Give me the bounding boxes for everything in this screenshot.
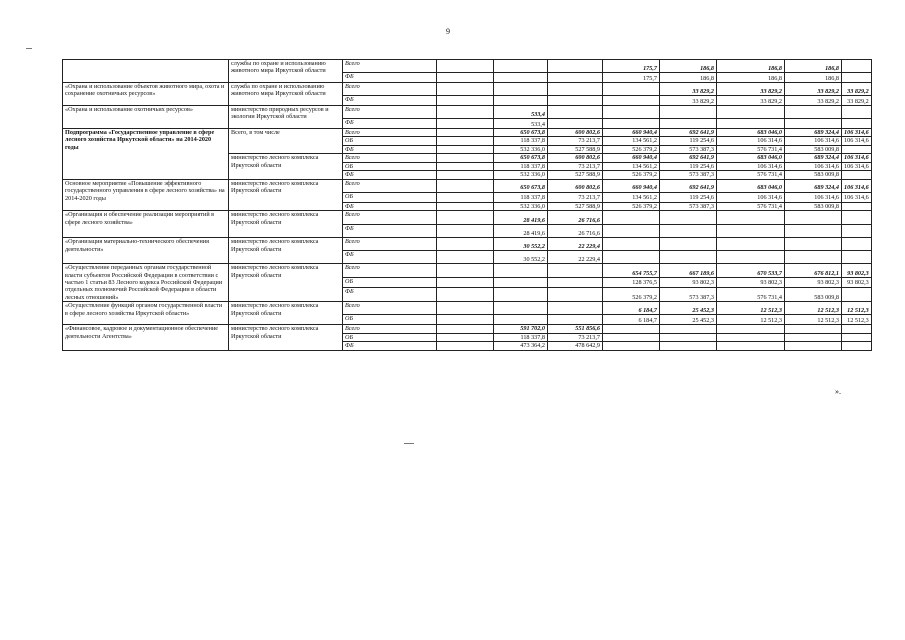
amount-cell: 93 802,3	[660, 278, 717, 287]
table-row	[63, 129, 872, 137]
amount-cell: 478 642,9	[548, 342, 603, 350]
amount-cell	[437, 315, 494, 325]
amount-cell: 12 512,3	[785, 302, 842, 315]
amount-cell: 576 731,4	[717, 287, 785, 301]
amount-cell: 26 716,6	[548, 225, 603, 238]
amount-cell: 670 533,7	[717, 264, 785, 278]
amount-cell: 93 802,3	[842, 278, 872, 287]
amount-cell	[717, 325, 785, 333]
amount-cell	[842, 202, 872, 210]
amount-cell	[437, 251, 494, 264]
executor-cell: министерство лесного комплекса Иркутской области	[229, 179, 343, 210]
amount-cell: 73 213,7	[548, 137, 603, 145]
funding-source-cell: ОБ	[343, 278, 437, 287]
amount-cell	[842, 119, 872, 129]
amount-cell	[494, 73, 548, 83]
amount-cell	[437, 145, 494, 153]
amount-cell	[603, 325, 660, 333]
amount-cell	[717, 225, 785, 238]
amount-cell	[660, 238, 717, 251]
program-cell: «Организация и обеспечение реализации мероприятий в сфере лесного хозяйства»	[63, 211, 229, 238]
amount-cell	[785, 106, 842, 119]
amount-cell: 186,8	[717, 60, 785, 73]
amount-cell	[842, 238, 872, 251]
amount-cell	[548, 264, 603, 278]
amount-cell	[785, 325, 842, 333]
executor-cell: Всего, в том числе	[229, 129, 343, 154]
funding-source-cell: ОБ	[343, 162, 437, 170]
amount-cell: 583 009,8	[785, 145, 842, 153]
amount-cell	[548, 302, 603, 315]
amount-cell	[842, 325, 872, 333]
amount-cell: 600 802,6	[548, 179, 603, 192]
funding-source-cell: ОБ	[343, 333, 437, 341]
amount-cell: 22 229,4	[548, 238, 603, 251]
executor-cell: министерство лесного комплекса Иркутской области	[229, 154, 343, 179]
program-cell: Основное мероприятие «Повышение эффективного государственного управления в сфере лесного хозяйства» на 2014-2020 годы	[63, 179, 229, 210]
amount-cell: 134 561,2	[603, 162, 660, 170]
amount-cell: 526 379,2	[603, 202, 660, 210]
amount-cell	[842, 342, 872, 350]
amount-cell	[437, 287, 494, 301]
amount-cell: 30 552,2	[494, 238, 548, 251]
amount-cell: 33 829,2	[842, 96, 872, 106]
amount-cell: 583 009,8	[785, 287, 842, 301]
amount-cell	[494, 302, 548, 315]
amount-cell: 532 336,0	[494, 145, 548, 153]
amount-cell	[494, 96, 548, 106]
amount-cell: 128 376,5	[603, 278, 660, 287]
amount-cell: 676 812,1	[785, 264, 842, 278]
amount-cell	[717, 342, 785, 350]
amount-cell: 573 387,3	[660, 171, 717, 179]
amount-cell: 591 702,0	[494, 325, 548, 333]
amount-cell: 106 314,6	[717, 162, 785, 170]
amount-cell: 551 856,6	[548, 325, 603, 333]
amount-cell	[785, 342, 842, 350]
amount-cell	[437, 325, 494, 333]
page-number: 9	[446, 27, 450, 36]
amount-cell: 33 829,2	[785, 83, 842, 96]
funding-source-cell: ФБ	[343, 73, 437, 83]
table-row	[63, 325, 872, 333]
amount-cell	[548, 119, 603, 129]
amount-cell: 134 561,2	[603, 192, 660, 202]
amount-cell	[437, 96, 494, 106]
funding-source-cell: Всего	[343, 238, 437, 251]
funding-source-cell: ОБ	[343, 192, 437, 202]
funding-source-cell: Всего	[343, 83, 437, 96]
amount-cell: 175,7	[603, 73, 660, 83]
amount-cell	[437, 179, 494, 192]
amount-cell	[603, 211, 660, 225]
program-cell: Подпрограмма «Государственное управление в сфере лесного хозяйства Иркутской области» на 2014-2020 годы	[63, 129, 229, 180]
amount-cell	[660, 251, 717, 264]
amount-cell: 186,8	[717, 73, 785, 83]
amount-cell: 30 552,2	[494, 251, 548, 264]
amount-cell: 683 046,0	[717, 154, 785, 162]
amount-cell	[437, 192, 494, 202]
amount-cell: 573 387,3	[660, 287, 717, 301]
program-cell: «Осуществление функций органом государственной власти в сфере лесного хозяйства Иркутской области»	[63, 302, 229, 325]
amount-cell: 25 452,3	[660, 302, 717, 315]
amount-cell	[842, 333, 872, 341]
amount-cell: 93 802,3	[842, 264, 872, 278]
amount-cell: 106 314,6	[842, 129, 872, 137]
amount-cell: 118 337,8	[494, 162, 548, 170]
amount-cell	[842, 251, 872, 264]
amount-cell: 660 940,4	[603, 129, 660, 137]
amount-cell	[437, 129, 494, 137]
amount-cell: 118 337,8	[494, 192, 548, 202]
amount-cell	[494, 278, 548, 287]
amount-cell: 33 829,2	[717, 83, 785, 96]
amount-cell	[548, 278, 603, 287]
amount-cell: 660 940,4	[603, 154, 660, 162]
amount-cell	[548, 96, 603, 106]
amount-cell: 527 588,9	[548, 171, 603, 179]
amount-cell	[717, 119, 785, 129]
amount-cell	[660, 106, 717, 119]
amount-cell	[437, 106, 494, 119]
amount-cell	[437, 83, 494, 96]
amount-cell: 654 755,7	[603, 264, 660, 278]
executor-cell: служба по охране и использованию животного мира Иркутской области	[229, 83, 343, 106]
funding-source-cell: Всего	[343, 211, 437, 225]
amount-cell: 26 716,6	[548, 211, 603, 225]
executor-cell: министерство лесного комплекса Иркутской области	[229, 302, 343, 325]
amount-cell: 12 512,3	[842, 302, 872, 315]
funding-source-cell: Всего	[343, 325, 437, 333]
amount-cell	[660, 225, 717, 238]
funding-source-cell: Всего	[343, 106, 437, 119]
amount-cell: 600 802,6	[548, 154, 603, 162]
amount-cell: 650 673,8	[494, 129, 548, 137]
executor-cell: службы по охране и использованию животного мира Иркутской области	[229, 60, 343, 83]
amount-cell: 526 379,2	[603, 145, 660, 153]
amount-cell: 134 561,2	[603, 137, 660, 145]
amount-cell: 533,4	[494, 106, 548, 119]
amount-cell	[437, 302, 494, 315]
amount-cell: 119 254,6	[660, 137, 717, 145]
funding-source-cell: ФБ	[343, 287, 437, 301]
amount-cell	[785, 119, 842, 129]
amount-cell: 650 673,8	[494, 154, 548, 162]
amount-cell	[494, 264, 548, 278]
funding-source-cell: ОБ	[343, 315, 437, 325]
amount-cell	[717, 333, 785, 341]
amount-cell	[437, 238, 494, 251]
amount-cell: 106 314,6	[785, 137, 842, 145]
amount-cell: 573 387,3	[660, 145, 717, 153]
amount-cell	[437, 154, 494, 162]
amount-cell: 667 189,6	[660, 264, 717, 278]
amount-cell	[785, 251, 842, 264]
amount-cell: 583 009,8	[785, 202, 842, 210]
amount-cell	[842, 106, 872, 119]
table-row	[63, 211, 872, 225]
amount-cell	[548, 83, 603, 96]
amount-cell: 12 512,3	[785, 315, 842, 325]
amount-cell: 106 314,6	[842, 192, 872, 202]
executor-cell: министерство лесного комплекса Иркутской области	[229, 264, 343, 302]
closing-quote-mark: ».	[835, 387, 841, 396]
amount-cell: 583 009,8	[785, 171, 842, 179]
amount-cell	[660, 325, 717, 333]
amount-cell	[437, 211, 494, 225]
table-row	[63, 179, 872, 192]
amount-cell: 600 802,6	[548, 129, 603, 137]
table-row	[63, 264, 872, 278]
amount-cell	[842, 211, 872, 225]
funding-source-cell: ФБ	[343, 119, 437, 129]
amount-cell: 33 829,2	[842, 83, 872, 96]
scan-speck	[404, 443, 414, 444]
amount-cell: 526 379,2	[603, 287, 660, 301]
amount-cell	[660, 342, 717, 350]
amount-cell: 25 452,3	[660, 315, 717, 325]
scan-speck	[26, 48, 32, 49]
amount-cell	[842, 287, 872, 301]
amount-cell: 106 314,6	[785, 162, 842, 170]
amount-cell	[548, 106, 603, 119]
amount-cell	[603, 342, 660, 350]
amount-cell	[494, 287, 548, 301]
funding-source-cell: ФБ	[343, 145, 437, 153]
table-row	[63, 106, 872, 119]
amount-cell: 12 512,3	[717, 302, 785, 315]
amount-cell	[437, 264, 494, 278]
amount-cell: 473 364,2	[494, 342, 548, 350]
amount-cell: 73 213,7	[548, 333, 603, 341]
amount-cell: 532 336,0	[494, 171, 548, 179]
amount-cell: 527 588,9	[548, 145, 603, 153]
amount-cell: 692 641,9	[660, 179, 717, 192]
amount-cell: 175,7	[603, 60, 660, 73]
program-cell	[63, 60, 229, 83]
amount-cell: 106 314,6	[717, 192, 785, 202]
funding-source-cell: ФБ	[343, 251, 437, 264]
amount-cell	[437, 60, 494, 73]
amount-cell: 186,8	[660, 60, 717, 73]
funding-source-cell: ФБ	[343, 342, 437, 350]
program-cell: «Осуществление переданных органам государственной власти субъектов Российской Федерации в соответствии с частью 1 статьи 83 Лесного кодекса Российской Федерации отдельных полномочий Российской Федерации в области лесных отношений»	[63, 264, 229, 302]
amount-cell	[548, 73, 603, 83]
amount-cell	[603, 119, 660, 129]
amount-cell	[437, 278, 494, 287]
amount-cell	[494, 60, 548, 73]
funding-source-cell: ФБ	[343, 96, 437, 106]
amount-cell: 186,8	[660, 73, 717, 83]
amount-cell: 106 314,6	[842, 179, 872, 192]
amount-cell	[437, 162, 494, 170]
amount-cell: 689 324,4	[785, 129, 842, 137]
amount-cell: 526 379,2	[603, 171, 660, 179]
amount-cell: 22 229,4	[548, 251, 603, 264]
amount-cell: 576 731,4	[717, 145, 785, 153]
table-body	[63, 60, 872, 351]
amount-cell: 93 802,3	[785, 278, 842, 287]
funding-source-cell: ОБ	[343, 137, 437, 145]
amount-cell: 576 731,4	[717, 171, 785, 179]
executor-cell: министерство природных ресурсов и экологии Иркутской области	[229, 106, 343, 129]
amount-cell	[717, 211, 785, 225]
amount-cell: 33 829,2	[660, 83, 717, 96]
amount-cell	[437, 342, 494, 350]
amount-cell	[603, 96, 660, 106]
amount-cell: 650 673,8	[494, 179, 548, 192]
amount-cell	[785, 333, 842, 341]
amount-cell	[603, 251, 660, 264]
amount-cell	[717, 238, 785, 251]
funding-source-cell: Всего	[343, 302, 437, 315]
amount-cell: 660 940,4	[603, 179, 660, 192]
amount-cell: 33 829,2	[785, 96, 842, 106]
funding-source-cell: ФБ	[343, 225, 437, 238]
funding-source-cell: ФБ	[343, 171, 437, 179]
amount-cell	[494, 315, 548, 325]
amount-cell	[842, 171, 872, 179]
amount-cell: 28 419,6	[494, 225, 548, 238]
amount-cell: 6 184,7	[603, 315, 660, 325]
amount-cell: 692 641,9	[660, 154, 717, 162]
amount-cell: 186,8	[785, 60, 842, 73]
amount-cell	[437, 119, 494, 129]
amount-cell: 689 324,4	[785, 154, 842, 162]
amount-cell: 28 419,6	[494, 211, 548, 225]
amount-cell: 6 184,7	[603, 302, 660, 315]
amount-cell: 186,8	[785, 73, 842, 83]
amount-cell	[494, 83, 548, 96]
amount-cell: 33 829,2	[660, 96, 717, 106]
program-cell: «Охрана и использование объектов животного мира, охота и сохранение охотничьих ресурсов»	[63, 83, 229, 106]
amount-cell: 106 314,6	[785, 192, 842, 202]
amount-cell	[660, 211, 717, 225]
amount-cell: 533,4	[494, 119, 548, 129]
amount-cell: 118 337,8	[494, 137, 548, 145]
program-cell: «Охрана и использование охотничьих ресурсов»	[63, 106, 229, 129]
funding-source-cell: Всего	[343, 154, 437, 162]
funding-source-cell: Всего	[343, 60, 437, 73]
funding-source-cell: Всего	[343, 264, 437, 278]
amount-cell: 93 802,3	[717, 278, 785, 287]
amount-cell: 692 641,9	[660, 129, 717, 137]
program-cell: «Финансовое, кадровое и документационное обеспечение деятельности Агентства»	[63, 325, 229, 350]
amount-cell: 118 337,8	[494, 333, 548, 341]
executor-cell: министерство лесного комплекса Иркутской области	[229, 325, 343, 350]
amount-cell: 683 046,0	[717, 179, 785, 192]
table-row	[63, 238, 872, 251]
amount-cell	[603, 83, 660, 96]
amount-cell: 12 512,3	[717, 315, 785, 325]
amount-cell	[548, 60, 603, 73]
amount-cell: 527 588,9	[548, 202, 603, 210]
amount-cell	[717, 251, 785, 264]
amount-cell	[437, 225, 494, 238]
amount-cell	[548, 315, 603, 325]
executor-cell: министерство лесного комплекса Иркутской области	[229, 211, 343, 238]
amount-cell: 73 213,7	[548, 162, 603, 170]
amount-cell	[437, 202, 494, 210]
amount-cell: 106 314,6	[842, 162, 872, 170]
amount-cell: 33 829,2	[717, 96, 785, 106]
amount-cell: 106 314,6	[842, 154, 872, 162]
amount-cell	[785, 238, 842, 251]
table-row	[63, 83, 872, 96]
amount-cell	[842, 225, 872, 238]
amount-cell	[603, 106, 660, 119]
amount-cell: 532 336,0	[494, 202, 548, 210]
table-row	[63, 302, 872, 315]
amount-cell	[603, 225, 660, 238]
amount-cell: 576 731,4	[717, 202, 785, 210]
amount-cell: 106 314,6	[842, 137, 872, 145]
amount-cell	[717, 106, 785, 119]
executor-cell: министерство лесного комплекса Иркутской области	[229, 238, 343, 264]
amount-cell: 683 046,0	[717, 129, 785, 137]
amount-cell: 73 213,7	[548, 192, 603, 202]
amount-cell	[437, 137, 494, 145]
program-cell: «Организация материально-технического обеспечения деятельности»	[63, 238, 229, 264]
amount-cell	[603, 238, 660, 251]
amount-cell	[785, 225, 842, 238]
amount-cell	[437, 73, 494, 83]
amount-cell	[548, 287, 603, 301]
amount-cell	[842, 73, 872, 83]
amount-cell	[660, 119, 717, 129]
amount-cell	[785, 211, 842, 225]
table-row	[63, 60, 872, 73]
amount-cell	[842, 60, 872, 73]
funding-source-cell: Всего	[343, 179, 437, 192]
amount-cell: 119 254,6	[660, 162, 717, 170]
amount-cell: 106 314,6	[717, 137, 785, 145]
amount-cell: 119 254,6	[660, 192, 717, 202]
amount-cell	[603, 333, 660, 341]
funding-source-cell: Всего	[343, 129, 437, 137]
amount-cell	[842, 145, 872, 153]
amount-cell: 689 324,4	[785, 179, 842, 192]
budget-table	[62, 59, 872, 351]
amount-cell	[437, 171, 494, 179]
amount-cell: 12 512,3	[842, 315, 872, 325]
funding-source-cell: ФБ	[343, 202, 437, 210]
amount-cell	[660, 333, 717, 341]
amount-cell: 573 387,3	[660, 202, 717, 210]
amount-cell	[437, 333, 494, 341]
